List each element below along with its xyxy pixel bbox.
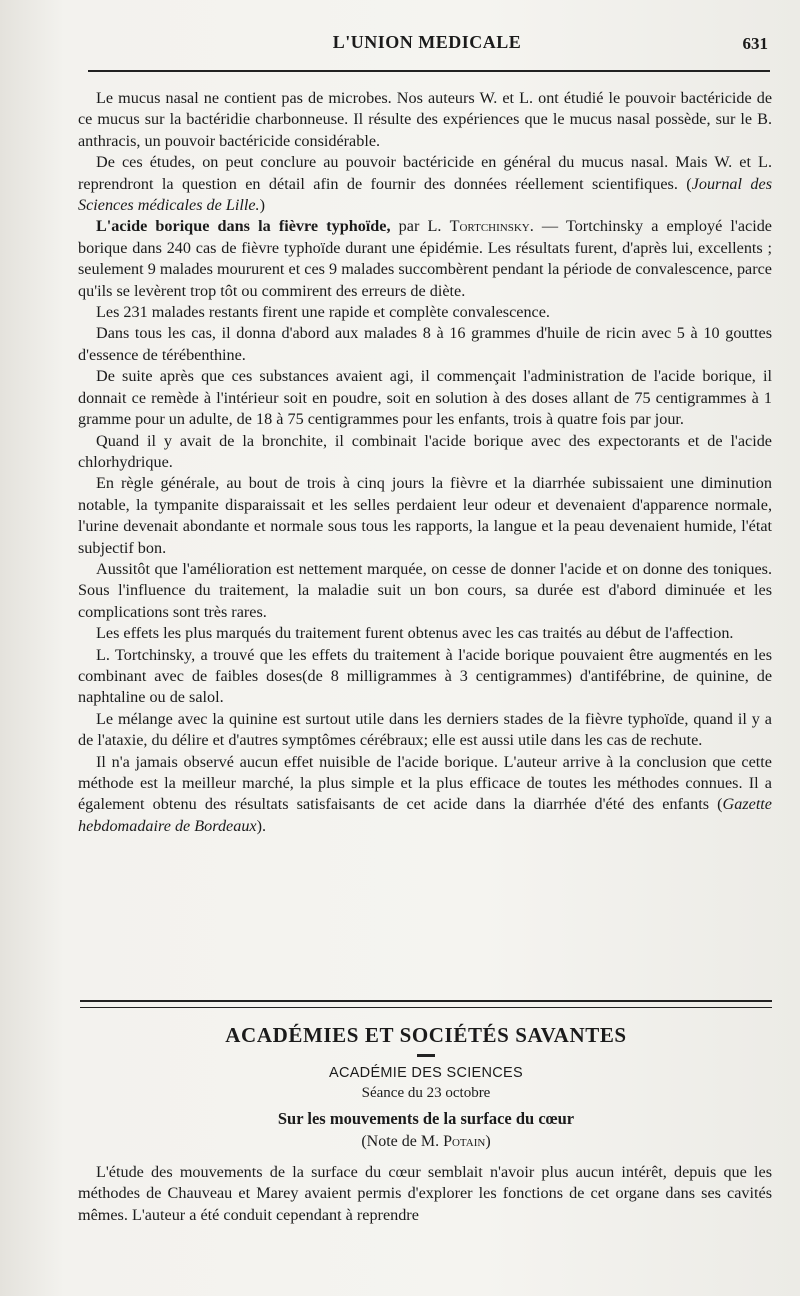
paragraph: Les effets les plus marqués du traitement furent obtenus avec les cas traités au début de l'affection. — [96, 624, 734, 643]
paragraph: Aussitôt que l'amélioration est nettement marquée, on cesse de donner l'acide et on donne des toniques. Sous l'influence du traitement, la maladie suit un bon cours, sa durée est d'abord diminuée et les complications sont très rares. — [78, 559, 772, 621]
section-heading-block — [80, 1022, 772, 1153]
header-rule — [88, 70, 770, 72]
paragraph-text: ) — [259, 196, 265, 215]
academy-name: ACADÉMIE DES SCIENCES — [328, 1065, 524, 1081]
paragraph-text: Il n'a jamais observé aucun effet nuisible de l'acide borique. L'auteur arrive à la conclusion que cette méthode est la meilleur marché, la plus simple et la plus efficace de toutes les méthodes connues. Il a également obtenu des résultats satisfaisants de cet acide dans la diarrhée d'été des enfants ( — [78, 752, 772, 814]
paragraph-text: Le mucus nasal ne contient pas de microbes. Nos auteurs W. et L. ont étudié le pouvoir bactéricide de ce mucus sur la bactéridie charbonneuse. Il résulte des expériences que le mucus nasal possède, sur le B. anthracis, un pouvoir bactéricide considérable. — [78, 89, 772, 150]
citation: Gazette hebdomadaire de Bordeaux — [78, 795, 772, 835]
page-header — [86, 32, 768, 62]
author-name: Tortchinsky — [449, 217, 530, 236]
paragraph — [78, 152, 772, 216]
page-number: 631 — [742, 34, 768, 53]
article-note — [80, 1131, 772, 1153]
paragraph: De suite après que ces substances avaient agi, il commençait l'administration de l'acide borique, il donnait ce remède à l'intérieur soit en poudre, soit en solution à des doses allant de 75 centigrammes à 1 gramme pour un adulte, de 18 à 75 centigrammes pour les enfants, trois à quatre fois par jour. — [78, 367, 772, 429]
note-text: (Note de M. — [361, 1133, 444, 1150]
citation: Journal des Sciences médicales de Lille. — [78, 174, 773, 215]
paragraph: Les 231 malades restants firent une rapide et complète convalescence. — [96, 303, 550, 322]
paragraph: En règle générale, au bout de trois à cinq jours la fièvre et la diarrhée subissaient une diminution notable, la tympanite disparaissait et les selles perdaient leur odeur et devenaient d'apparence normale, l'urine devenait abondante et normale sous tous les rapports, la langue et la peau devenaient humide, l'état subjectif bon. — [78, 474, 772, 557]
article-lead-paragraph — [78, 216, 772, 302]
paragraph: L'étude des mouvements de la surface du cœur semblait n'avoir plus aucun intérêt, depuis que les méthodes de Chauveau et Marey avaient permis d'explorer les fonctions de cet organe dans ses cavités mêmes. L'auteur a été conduit cependant à reprendre — [78, 1163, 772, 1224]
session-date: Séance du 23 octobre — [361, 1085, 491, 1101]
paragraph: L. Tortchinsky, a trouvé que les effets du traitement à l'acide borique pouvaient être augmentés en les combinant avec de faibles doses(de 8 milligrammes à 3 centigrammes) d'antifébrine, de quinine, de naphtaline ou de salol. — [78, 645, 772, 707]
article-body — [78, 88, 772, 837]
note-text: ) — [485, 1133, 491, 1150]
paragraph: Le mélange avec la quinine est surtout utile dans les derniers stades de la fièvre typhoïde, quand il y a de l'ataxie, du délire et d'autres symptômes cérébraux; elle est aussi utile dans les cas de rechute. — [78, 709, 772, 750]
article-heading: L'acide borique dans la fièvre typhoïde, — [96, 217, 391, 236]
paragraph — [78, 752, 772, 838]
section-title: ACADÉMIES ET SOCIÉTÉS SAVANTES — [225, 1023, 627, 1047]
paragraph-text: par L. — [390, 217, 450, 236]
paragraph-text: De ces études, on peut conclure au pouvoir bactéricide en général du mucus nasal. Mais W. et L. reprendront la question en détail afin de fournir des données réellement scientifiques. ( — [78, 153, 772, 193]
paragraph-text: ). — [256, 816, 267, 835]
article-body-2 — [78, 1162, 772, 1226]
section-dash — [417, 1054, 435, 1057]
paragraph: Quand il y avait de la bronchite, il combinait l'acide borique avec des expectorants et de l'acide chlorhydrique. — [78, 431, 772, 471]
note-author: Potain — [443, 1133, 486, 1150]
section-divider — [80, 1000, 772, 1008]
running-title: L'UNION MEDICALE — [332, 32, 522, 52]
paragraph: Dans tous les cas, il donna d'abord aux malades 8 à 16 grammes d'huile de ricin avec 5 à 10 gouttes d'essence de térébenthine. — [78, 324, 772, 364]
article-title: Sur les mouvements de la surface du cœur — [277, 1109, 575, 1128]
paragraph-text: . — Tortchinsky a employé l'acide borique dans 240 cas de fièvre typhoïde durant une épidémie. Les résultats furent, d'après lui, excellents ; seulement 9 malades moururent et ces 9 malades succombèrent pendant la période de convalescence, parce qu'ils se levèrent trop tôt ou commirent des erreurs de diète. — [78, 217, 772, 300]
paragraph — [78, 88, 772, 152]
